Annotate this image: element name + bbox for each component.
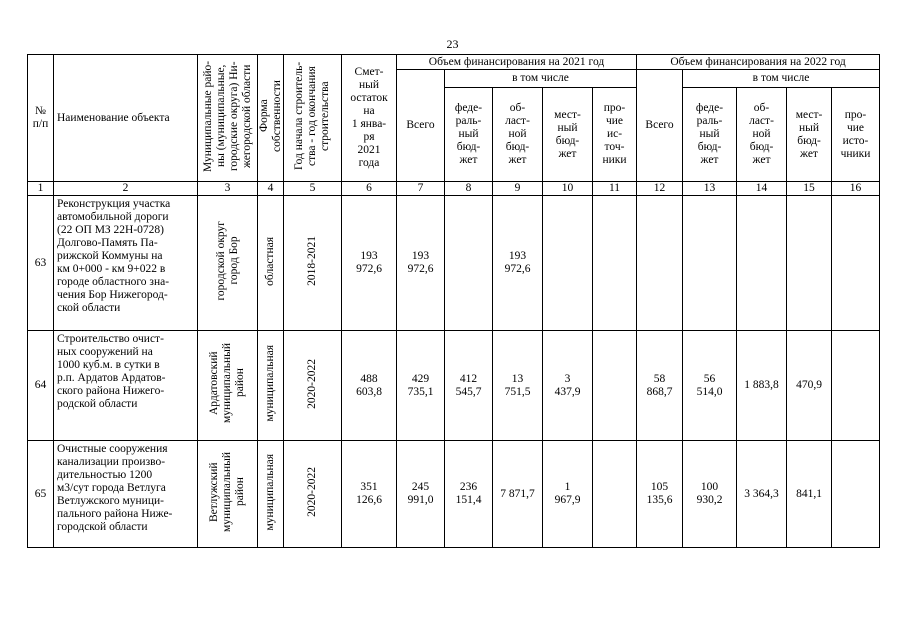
row-ownership: областная bbox=[258, 196, 284, 331]
row-regional-2021: 7 871,7 bbox=[493, 441, 543, 548]
col-number: 12 bbox=[637, 182, 683, 196]
row-estimate: 351 126,6 bbox=[342, 441, 397, 548]
col-number: 1 bbox=[28, 182, 54, 196]
table-row bbox=[28, 196, 880, 331]
header-years: Год начала строитель- ства - год окончания строительства bbox=[284, 55, 342, 182]
row-other-2021 bbox=[593, 196, 637, 331]
header-federal-2022: феде- раль- ный бюд- жет bbox=[683, 88, 737, 182]
col-number: 4 bbox=[258, 182, 284, 196]
row-name: Строительство очист- ных сооружений на 1000 куб.м. в сутки в р.п. Ардатов Ардатов- ского района Нижего- родской области bbox=[54, 331, 198, 441]
table-row bbox=[28, 331, 880, 441]
row-total-2021: 245 991,0 bbox=[397, 441, 445, 548]
col-number: 3 bbox=[198, 182, 258, 196]
header-name: Наименование объекта bbox=[54, 55, 198, 182]
header-fin-2021: Объем финансирования на 2021 год bbox=[397, 55, 637, 70]
header-total-2021: Всего bbox=[397, 70, 445, 182]
header-other-2022: про- чие исто- чники bbox=[832, 88, 880, 182]
row-other-2022 bbox=[832, 331, 880, 441]
row-estimate: 488 603,8 bbox=[342, 331, 397, 441]
header-district: Муниципальные райо- ны (муниципальные, городские округа) Ни- жегородской области bbox=[198, 55, 258, 182]
row-other-2022 bbox=[832, 441, 880, 548]
row-total-2021: 429 735,1 bbox=[397, 331, 445, 441]
header-other-2021: про- чие ис- точ- ники bbox=[593, 88, 637, 182]
col-number: 5 bbox=[284, 182, 342, 196]
row-federal-2021: 236 151,4 bbox=[445, 441, 493, 548]
col-number: 2 bbox=[54, 182, 198, 196]
row-local-2022: 470,9 bbox=[787, 331, 832, 441]
row-local-2022 bbox=[787, 196, 832, 331]
row-local-2022: 841,1 bbox=[787, 441, 832, 548]
header-fin-2022: Объем финансирования на 2022 год bbox=[637, 55, 880, 70]
row-years: 2018-2021 bbox=[284, 196, 342, 331]
row-num: 65 bbox=[28, 441, 54, 548]
row-num: 63 bbox=[28, 196, 54, 331]
table-row bbox=[28, 441, 880, 548]
col-number: 13 bbox=[683, 182, 737, 196]
header-regional-2022: об- ласт- ной бюд- жет bbox=[737, 88, 787, 182]
row-other-2021 bbox=[593, 441, 637, 548]
row-local-2021: 1 967,9 bbox=[543, 441, 593, 548]
row-federal-2022: 100 930,2 bbox=[683, 441, 737, 548]
header-row-1 bbox=[28, 55, 880, 70]
row-regional-2022: 1 883,8 bbox=[737, 331, 787, 441]
row-district: Ардатовский муниципальный район bbox=[198, 331, 258, 441]
row-total-2022: 58 868,7 bbox=[637, 331, 683, 441]
header-local-2022: мест- ный бюд- жет bbox=[787, 88, 832, 182]
row-total-2021: 193 972,6 bbox=[397, 196, 445, 331]
header-local-2021: мест- ный бюд- жет bbox=[543, 88, 593, 182]
page-number: 23 bbox=[446, 37, 459, 51]
row-name: Очистные сооружения канализации произво- дительностью 1200 м3/сут города Ветлуга Ветлужского муници- пального района Ниже- городской области bbox=[54, 441, 198, 548]
header-total-2022: Всего bbox=[637, 70, 683, 182]
row-ownership: муниципальная bbox=[258, 441, 284, 548]
header-regional-2021: об- ласт- ной бюд- жет bbox=[493, 88, 543, 182]
row-district: городской округ город Бор bbox=[198, 196, 258, 331]
row-federal-2022: 56 514,0 bbox=[683, 331, 737, 441]
header-federal-2021: феде- раль- ный бюд- жет bbox=[445, 88, 493, 182]
header-estimate: Смет- ный остаток на 1 янва- ря 2021 года bbox=[342, 55, 397, 182]
financing-table bbox=[27, 54, 880, 548]
col-number: 11 bbox=[593, 182, 637, 196]
col-number: 16 bbox=[832, 182, 880, 196]
col-number: 14 bbox=[737, 182, 787, 196]
row-regional-2022: 3 364,3 bbox=[737, 441, 787, 548]
row-num: 64 bbox=[28, 331, 54, 441]
col-number: 10 bbox=[543, 182, 593, 196]
row-federal-2021: 412 545,7 bbox=[445, 331, 493, 441]
row-district: Ветлужский муниципальный район bbox=[198, 441, 258, 548]
row-federal-2022 bbox=[683, 196, 737, 331]
row-local-2021: 3 437,9 bbox=[543, 331, 593, 441]
col-number: 6 bbox=[342, 182, 397, 196]
row-regional-2021: 13 751,5 bbox=[493, 331, 543, 441]
col-number: 15 bbox=[787, 182, 832, 196]
header-including-2022: в том числе bbox=[683, 70, 880, 88]
row-regional-2021: 193 972,6 bbox=[493, 196, 543, 331]
row-regional-2022 bbox=[737, 196, 787, 331]
header-num: № п/п bbox=[28, 55, 54, 182]
row-other-2021 bbox=[593, 331, 637, 441]
row-total-2022 bbox=[637, 196, 683, 331]
row-ownership: муниципальная bbox=[258, 331, 284, 441]
row-years: 2020-2022 bbox=[284, 441, 342, 548]
row-federal-2021 bbox=[445, 196, 493, 331]
row-name: Реконструкция участка автомобильной дороги (22 ОП МЗ 22Н-0728) Долгово-Память Па- рижской Коммуны на км 0+000 - км 9+022 в городе областного зна- чения Бор Нижегород- ской области bbox=[54, 196, 198, 331]
col-number: 9 bbox=[493, 182, 543, 196]
row-local-2021 bbox=[543, 196, 593, 331]
column-numbers-row bbox=[28, 182, 880, 196]
header-ownership: Форма собственности bbox=[258, 55, 284, 182]
row-estimate: 193 972,6 bbox=[342, 196, 397, 331]
row-other-2022 bbox=[832, 196, 880, 331]
row-years: 2020-2022 bbox=[284, 331, 342, 441]
row-total-2022: 105 135,6 bbox=[637, 441, 683, 548]
header-including-2021: в том числе bbox=[445, 70, 637, 88]
col-number: 7 bbox=[397, 182, 445, 196]
col-number: 8 bbox=[445, 182, 493, 196]
